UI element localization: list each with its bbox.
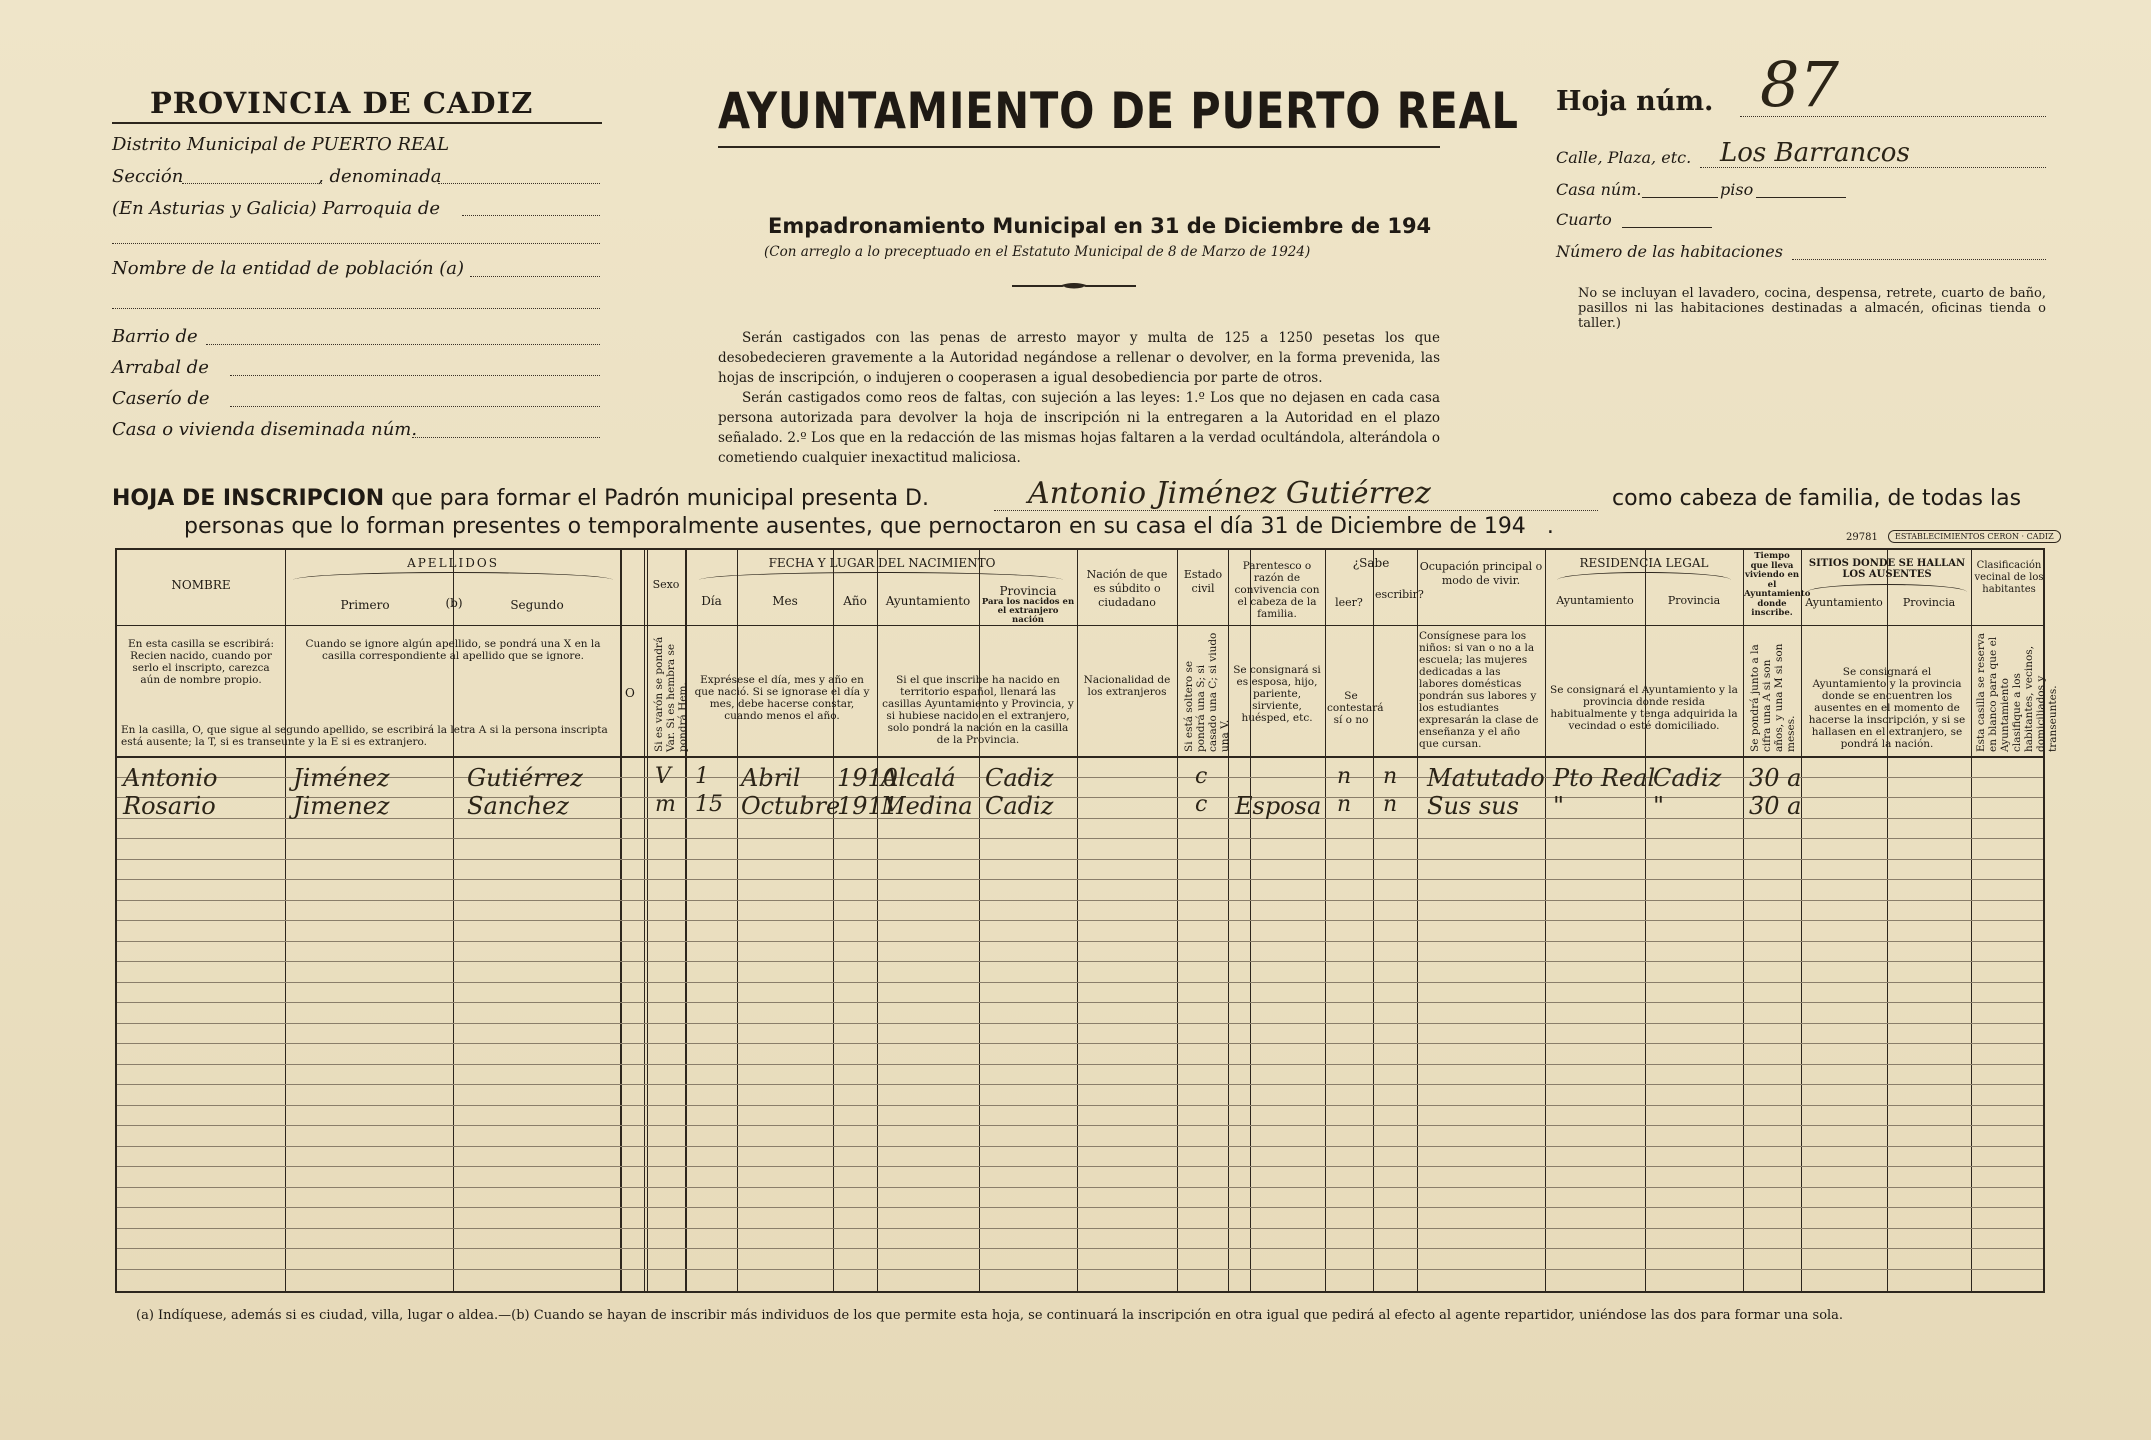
parroquia-field-2[interactable] [112,243,600,244]
piso-field[interactable] [1756,197,1846,198]
entry-rule-line [117,1125,2043,1126]
entry-rule-line [117,1084,2043,1085]
col-mes: Mes [772,594,798,608]
entry-rule-line [117,1269,2043,1270]
col-dia: Día [701,594,722,608]
habitaciones-label: Número de las habitaciones [1556,242,1783,261]
denominada-field[interactable] [438,183,600,184]
entry-rule-line [117,982,2043,983]
hoja-label: Hoja núm. [1556,86,1714,117]
entry-rule-line [117,900,2043,901]
seccion-field[interactable] [182,183,322,184]
entry-ocupacion[interactable]: Matutado [1427,764,1545,792]
entry-rule-line [117,1064,2043,1065]
habitaciones-note: No se incluyan el lavadero, cocina, despensa, retrete, cuarto de baño, pasillos ni las habitaciones destinadas a almacén, oficinas tienda o taller.) [1578,286,2046,331]
entry-segundo[interactable]: Gutiérrez [467,764,583,792]
col-nacion: Nación de que es súbdito o ciudadano [1086,568,1168,609]
entidad-field[interactable] [470,276,600,277]
entry-sexo[interactable]: m [655,792,676,817]
instr-tiempo: Se pondrá junto a la cifra una A si son años, y una M si son meses. [1749,643,1797,752]
instr-sabe: Se contestará sí o no [1327,690,1384,726]
inscripcion-text-3: personas que lo forman presentes o temporalmente ausentes, que pernoctaron en su casa el día 31 de Diciembre de 194 [184,514,1526,539]
casa-num-field[interactable] [1642,197,1718,198]
entry-ayto[interactable]: Medina [881,792,973,820]
printer-badge: ESTABLECIMIENTOS CERON · CADIZ [1888,530,2061,543]
col-ocupacion: Ocupación principal o modo de vivir. [1419,560,1543,587]
entry-res-prov[interactable]: " [1653,792,1665,820]
ornament-flourish-icon [1012,283,1136,289]
casa-num-label: Casa núm. [1556,180,1642,199]
hoja-rule [1740,116,2046,117]
col-parentesco: Parentesco o razón de convivencia con el cabeza de la familia. [1234,560,1320,620]
entry-rule-line [117,941,2043,942]
empadronamiento-title: Empadronamiento Municipal en 31 de Diciembre de 194 [768,214,1432,238]
col-residencia: RESIDENCIA LEGAL [1579,556,1709,570]
instr-nombre: En esta casilla se escribirá: Recien nacido, cuando por serlo el inscripto, carezca aún de nombre propio. [127,638,275,686]
ayuntamiento-title: AYUNTAMIENTO DE PUERTO REAL [718,82,1519,140]
col-sabe: ¿Sabe [1352,556,1390,570]
title-rule [718,146,1440,148]
penalty-paragraph-1: Serán castigados con las penas de arresto mayor y multa de 125 a 1250 pesetas los que desobedecieren gravemente a la Autoridad negándose a rellenar o devolver, en la forma prevenida, las hojas de inscripción, o indujeren o cooperasen a igual desobediencia por parte de otros. [718,330,1440,386]
barrio-field[interactable] [206,344,600,345]
entry-rule-line [117,1043,2043,1044]
entry-rule-line [117,1248,2043,1249]
col-sitios: SITIOS DONDE SE HALLAN LOS AUSENTES [1808,558,1966,580]
caserio-field[interactable] [230,406,600,407]
col-provincia-note: Para los nacidos en el extranjero nación [981,597,1075,625]
instr-estado: Si está soltero se pondrá una S; si casado una C; si viudo una V. [1183,632,1231,752]
casa-diseminada-field[interactable] [412,437,600,438]
entry-rule-line [117,1187,2043,1188]
col-res-prov: Provincia [1667,594,1721,607]
entry-estado[interactable]: c [1195,792,1208,817]
entry-ocupacion[interactable]: Sus sus [1427,792,1519,820]
instr-sexo: Si es varón se pondrá Var. Si es hembra se pondrá Hem. [653,636,689,752]
entry-dia[interactable]: 1 [695,764,709,789]
inscripcion-text-2: como cabeza de familia, de todas las [1612,486,2022,511]
col-leer: leer? [1335,596,1363,609]
entry-prov[interactable]: Cadiz [985,764,1054,792]
entry-dia[interactable]: 15 [695,792,723,817]
col-ayuntamiento: Ayuntamiento [885,594,971,608]
instr-o-note: En la casilla, O, que sigue al segundo apellido, se escribirá la letra A si la persona inscripta está ausente; la T, si es transeunte y la E si es extranjero. [121,724,608,748]
col-nombre: NOMBRE [171,578,231,592]
arrabal-field[interactable] [230,375,600,376]
entry-ayto[interactable]: Alcalá [881,764,956,792]
instr-nacion: Nacionalidad de los extranjeros [1083,674,1171,698]
cuarto-label: Cuarto [1556,210,1612,229]
entry-estado[interactable]: c [1195,764,1208,789]
hoja-number[interactable]: 87 [1760,48,1839,121]
entry-rule-line [117,1228,2043,1229]
entry-segundo[interactable]: Sanchez [467,792,569,820]
entry-rule-line [117,1002,2043,1003]
instr-fecha: Exprésese el día, mes y año en que nació. Si se ignorase el día y mes, debe hacerse constar, cuando menos el año. [694,674,870,722]
inscripcion-lead: HOJA DE INSCRIPCION [112,486,385,511]
barrio-label: Barrio de [112,326,198,347]
entry-escribir[interactable]: n [1383,764,1398,789]
entry-parentesco[interactable]: Esposa [1235,792,1322,820]
instr-ocupacion: Consígnese para los niños: si van o no a la escuela; las mujeres dedicadas a las labores domésticas pondrán sus labores y los estudiantes expresarán la clase de enseñanza y el año que cursan. [1419,630,1539,750]
col-segundo: Segundo [510,598,564,612]
calle-value[interactable]: Los Barrancos [1720,138,1910,168]
instr-clasificacion: Esta casilla se reserva en blanco para que el Ayuntamiento clasifique a los habitantes, vecinos, domiciliados y transeuntes. [1975,632,2059,752]
casa-diseminada-label: Casa o vivienda diseminada núm. [112,419,418,440]
entry-rule-line [117,1023,2043,1024]
entry-rule-line [117,1105,2043,1106]
entry-sexo[interactable]: V [655,764,671,789]
entry-rule-line [117,879,2043,880]
caserio-label: Caserío de [112,388,210,409]
inscripcion-line-2 [184,514,1554,539]
footer-note: (a) Indíquese, además si es ciudad, villa, lugar o aldea.—(b) Cuando se hayan de inscribir más individuos de los que permite esta hoja, se continuará la inscripción en otra igual que pedirá al efecto al agente repartidor, uniéndose las dos para formar una sola. [136,1308,1844,1323]
head-of-family-name[interactable]: Antonio Jiménez Gutiérrez [1028,476,1431,511]
instr-parentesco: Se consignará si es esposa, hijo, pariente, sirviente, huésped, etc. [1233,664,1321,724]
col-provincia: Provincia [999,584,1057,598]
penalty-paragraph-2: Serán castigados como reos de faltas, con sujeción a las leyes: 1.º Los que no dejasen en cada casa persona autorizada para devolver la hoja de inscripción ni la entregaren a la Autoridad en el plazo señalado. 2.º Los que en la redacción de las mismas hojas faltaren a la verdad ocultándola, alterándola o cometiendo cualquier inexactitud maliciosa. [718,390,1440,466]
col-sexo: Sexo [652,578,680,591]
entry-mes[interactable]: Abril [741,764,801,792]
instr-residencia: Se consignará el Ayuntamiento y la provincia donde resida habitualmente y tenga adquirida la vecindad o esté domiciliado. [1550,684,1738,732]
distrito-label: Distrito Municipal de PUERTO REAL [112,134,450,155]
col-anio: Año [843,594,867,608]
instr-lugar: Si el que inscribe ha nacido en territorio español, llenará las casillas Ayuntamiento y Provincia, y si hubiese nacido en el extranjero, solo pondrá la nación en la casilla de la Provincia. [882,674,1074,746]
seccion-label: Sección [112,166,184,187]
census-table [115,548,2059,1293]
parroquia-field[interactable] [462,215,600,216]
col-fecha-lugar: FECHA Y LUGAR DEL NACIMIENTO [768,556,996,570]
entry-prov[interactable]: Cadiz [985,792,1054,820]
entry-nombre[interactable]: Antonio [123,764,218,792]
entry-leer[interactable]: n [1337,764,1352,789]
arrabal-label: Arrabal de [112,357,209,378]
o-column-label: O [625,686,635,700]
col-sit-prov: Provincia [1902,596,1956,609]
entry-escribir[interactable]: n [1383,792,1398,817]
entry-rule-line [117,1166,2043,1167]
col-escribir: escribir? [1375,588,1424,601]
col-estado: Estado civil [1183,568,1223,595]
entidad-field-2[interactable] [112,308,600,309]
entry-leer[interactable]: n [1337,792,1352,817]
entry-tiempo[interactable]: 30 a [1749,792,1802,820]
entry-anio[interactable]: 1910 [837,764,899,792]
habitaciones-field[interactable] [1792,259,2046,260]
col-primero: Primero [340,598,390,612]
instr-sitios: Se consignará el Ayuntamiento y la provincia donde se encuentren los ausentes en el momento de hacerse la inscripción, y si se hallasen en el extranjero, se pondrá la nación. [1808,666,1966,750]
printer-number: 29781 [1846,532,1878,543]
head-of-family-field [994,510,1598,511]
entry-rule-line [117,838,2043,839]
parroquia-label: (En Asturias y Galicia) Parroquia de [112,198,440,219]
entry-nombre[interactable]: Rosario [123,792,216,820]
piso-label: piso [1720,180,1754,199]
province-title: PROVINCIA DE CADIZ [150,86,534,120]
entry-primero[interactable]: Jimenez [293,792,390,820]
entry-rule-line [117,1207,2043,1208]
entry-res-ayto[interactable]: Pto Real [1553,764,1656,792]
col-res-ayto: Ayuntamiento [1556,594,1634,607]
entry-rule-line [117,859,2043,860]
entry-rule-line [117,961,2043,962]
entry-res-prov[interactable]: Cadiz [1653,764,1722,792]
col-clasificacion: Clasificación vecinal de los habitantes [1974,560,2044,595]
inscripcion-text-3-end: . [1546,514,1554,539]
col-apellidos: APELLIDOS [407,556,499,570]
calle-label: Calle, Plaza, etc. [1556,148,1692,167]
entry-anio[interactable]: 1911 [837,792,899,820]
entry-res-ayto[interactable]: " [1553,792,1565,820]
col-b: (b) [445,596,463,610]
denominada-label: , denominada [318,166,442,187]
arreglo-subtitle: (Con arreglo a lo preceptuado en el Estatuto Municipal de 8 de Marzo de 1924) [764,244,1311,260]
ornament [1012,274,1136,280]
province-rule [112,122,602,124]
col-sit-ayto: Ayuntamiento [1805,596,1883,609]
entry-mes[interactable]: Octubre [741,792,841,820]
cuarto-field[interactable] [1622,227,1712,228]
entry-primero[interactable]: Jiménez [293,764,390,792]
entry-rule-line [117,920,2043,921]
instr-apellidos: Cuando se ignore algún apellido, se pondrá una X en la casilla correspondiente al apellido que se ignore. [305,638,601,662]
entidad-label: Nombre de la entidad de población (a) [112,258,465,279]
inscripcion-text-1: que para formar el Padrón municipal presenta D. [391,486,929,511]
col-tiempo: Tiempo que lleva viviendo en el Ayuntamiento donde inscribe. [1744,551,1811,618]
entry-rule-line [117,1146,2043,1147]
entry-tiempo[interactable]: 30 a [1749,764,1802,792]
calle-field [1700,167,2046,168]
